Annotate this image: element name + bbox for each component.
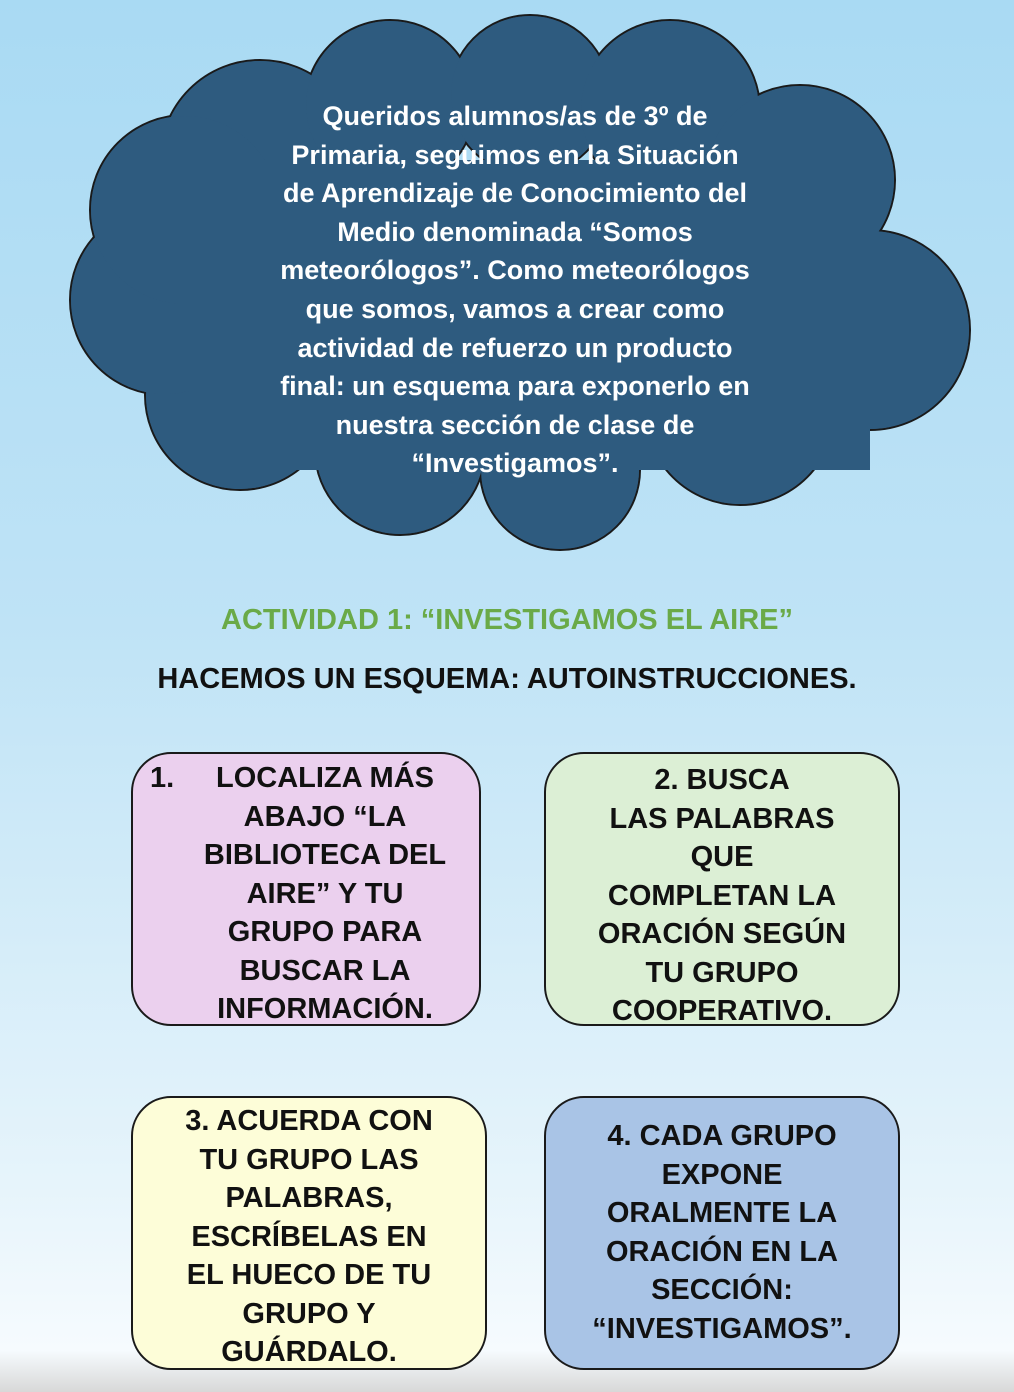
step-4-text: 4. CADA GRUPO EXPONE ORALMENTE LA ORACIÓN EN LA SECCIÓN: “INVESTIGAMOS”. (592, 1120, 852, 1345)
step-3-text: 3. ACUERDA CON TU GRUPO LAS PALABRAS, ESCRÍBELAS EN EL HUECO DE TU GRUPO Y GUÁRDALO. (185, 1105, 433, 1368)
activity-title: ACTIVIDAD 1: “INVESTIGAMOS EL AIRE” (221, 604, 793, 636)
step-1-number: 1. (150, 762, 175, 794)
step-2-text: 2. BUSCA LAS PALABRAS QUE COMPLETAN LA ORACIÓN SEGÚN TU GRUPO COOPERATIVO. (597, 764, 847, 1027)
cloud-message: Queridos alumnos/as de 3º de Primaria, seguimos en la Situación de Aprendizaje de Conocimiento del Medio denominada “Somos meteorólogos”. Como meteorólogos que somos, vamos a crear como actividad de refuerzo un producto final: un esquema para exponerlo en nuestra sección de clase de “Investigamos”. (280, 101, 750, 479)
step-1-text: LOCALIZA MÁS ABAJO “LA BIBLIOTECA DEL AIRE” Y TU GRUPO PARA BUSCAR LA INFORMACIÓN. (203, 762, 447, 1025)
instructions-title: HACEMOS UN ESQUEMA: AUTOINSTRUCCIONES. (157, 663, 857, 695)
